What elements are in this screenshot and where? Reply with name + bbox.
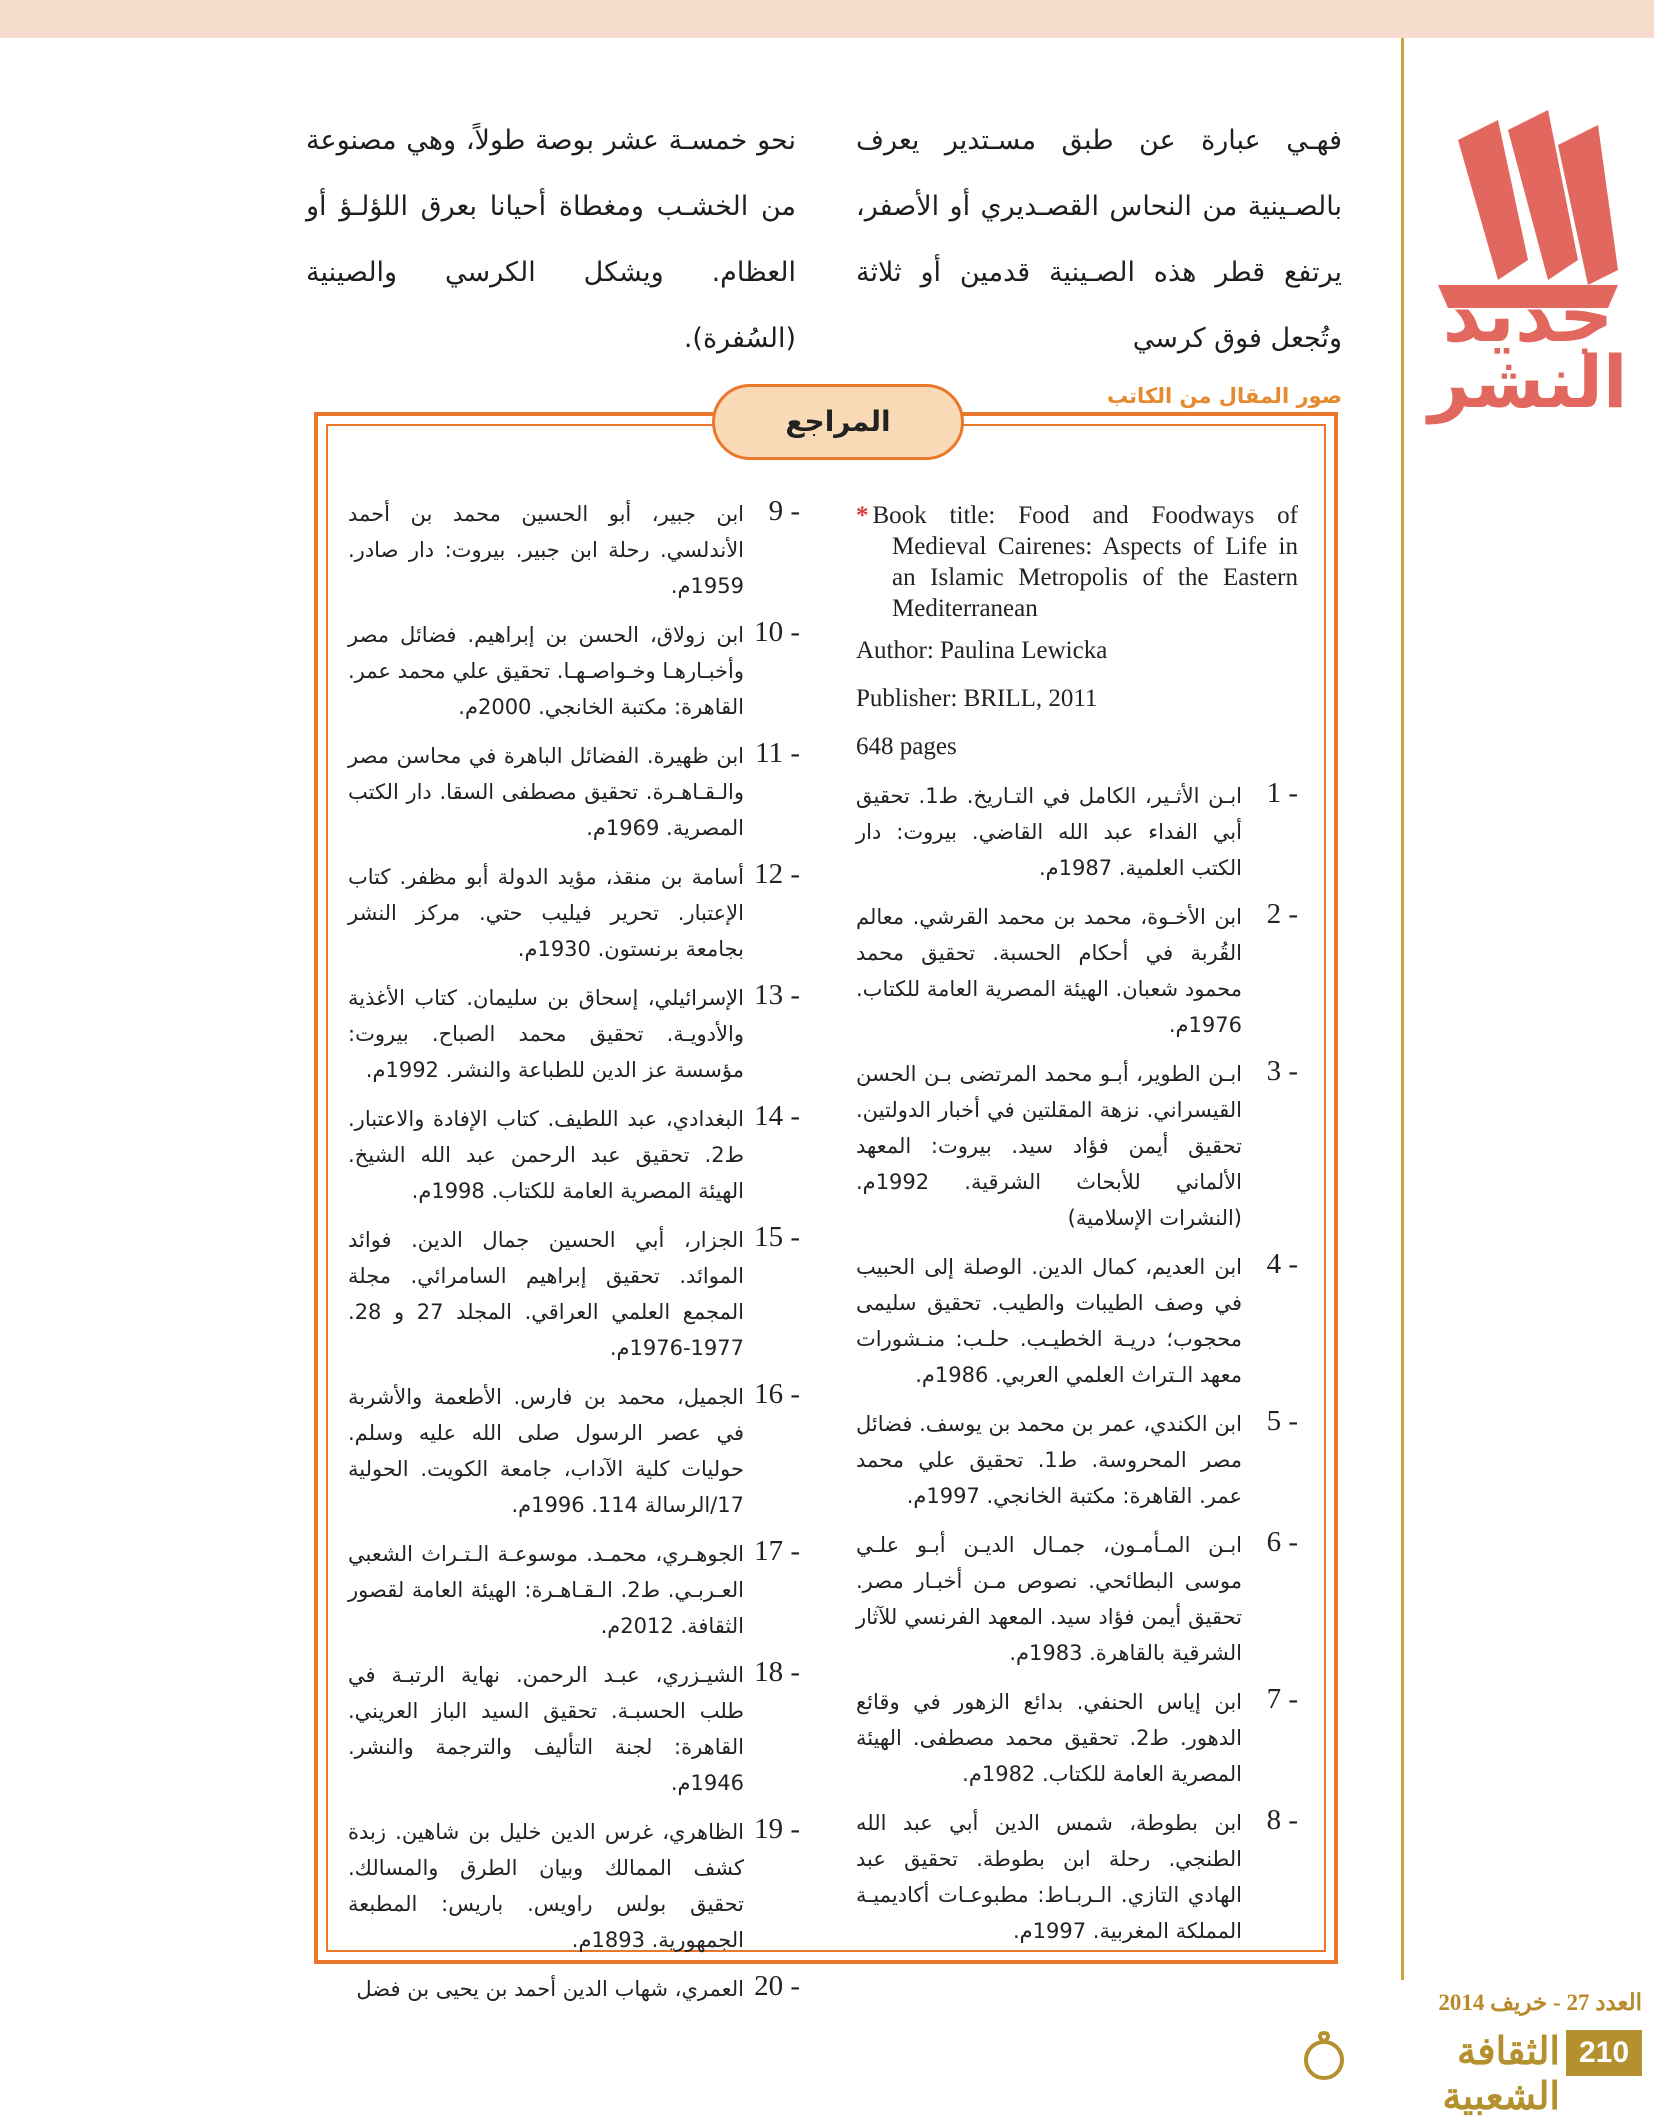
page-number: 210 (1566, 2030, 1642, 2076)
reference-number: 14 - (754, 1100, 800, 1132)
magazine-logo (1300, 2018, 1560, 2118)
reference-text: ابن زولاق، الحسن بن إبراهيم. فضائل مصر وأخبـارهـا وخـواصـهـا. تحقيق علي محمد عمر. القاهرة: مكتبة الخانجي. 2000م. (348, 623, 744, 719)
reference-text: الظاهري، غرس الدين خليل بن شاهين. زبدة كشف الممالك وبيان الطرق والمسالك. تحقيق بولس راويس. باريس: المطبعة الجمهورية. 1893م. (348, 1820, 744, 1952)
reference-item (856, 1056, 1298, 1236)
reference-number: 18 - (754, 1656, 800, 1688)
reference-text: ابن العديم، كمال الدين. الوصلة إلى الحبيب في وصف الطيبات والطيب. تحقيق سليمى محجوب؛ دريـة الخطيـب. حلـب: منـشورات معهد الـتراث العلمي العربي. 1986م. (856, 1255, 1242, 1387)
logo-line-new: جديد (1442, 270, 1614, 359)
reference-item (348, 1657, 800, 1801)
magazine-name: الثقافة الشعبية (1442, 2028, 1560, 2118)
reference-number: 1 - (1266, 777, 1298, 809)
reference-item (348, 859, 800, 967)
reference-number: 10 - (754, 616, 800, 648)
reference-text: ابن بطوطة، شمس الدين أبي عبد الله الطنجي. رحلة ابن بطوطة. تحقيق عبد الهادي التازي. الـربـاط: مطبوعـات أكاديميـة المملكة المغربية. 1997م. (856, 1811, 1242, 1943)
book-marker: * (856, 502, 869, 529)
reference-number: 9 - (768, 495, 800, 527)
reference-number: 16 - (754, 1378, 800, 1410)
reference-number: 12 - (754, 858, 800, 890)
reference-number: 15 - (754, 1221, 800, 1253)
reference-number: 17 - (754, 1535, 800, 1567)
reference-text: ابن إياس الحنفي. بدائع الزهور في وقائع الدهور. ط2. تحقيق محمد مصطفى. الهيئة المصرية العامة للكتاب. 1982م. (856, 1690, 1243, 1786)
intro-paragraph-right (856, 108, 1342, 372)
reference-text: ابن ظهيرة. الفضائل الباهرة في محاسن مصر والـقـاهـرة. تحقيق مصطفى السقا. دار الكتب المصرية. 1969م. (348, 744, 744, 840)
magazine-emblem-icon (1300, 2026, 1348, 2086)
reference-item (348, 980, 800, 1088)
references-column-left (348, 496, 800, 2020)
reference-number: 5 - (1266, 1405, 1298, 1437)
reference-text: العمري، شهاب الدين أحمد بن يحيى بن فضل (356, 1977, 744, 2001)
reference-text: ابن الأخـوة، محمد بن محمد القرشي. معالم القُربة في أحكام الحسبة. تحقيق محمد محمود شعبان. الهيئة المصرية العامة للكتاب. 1976م. (856, 905, 1242, 1037)
reference-number: 8 - (1266, 1804, 1298, 1836)
reference-item (348, 738, 800, 846)
book-title-text: Book title: Food and Foodways of Medieval Cairenes: Aspects of Life in an Islamic Metropolis of the Eastern Mediterranean (872, 502, 1298, 622)
reference-number: 4 - (1266, 1248, 1298, 1280)
top-color-band (0, 0, 1654, 38)
reference-text: الجوهـري، محمـد. موسوعـة الـتـراث الشعبي العـربـي. ط2. الـقـاهـرة: الهيئة العامة لقصور الثقافة. 2012م. (348, 1542, 744, 1638)
section-logo (1428, 110, 1628, 430)
intro-text-right: فهـي عبارة عن طبق مسـتدير يعرف بالصـينية من النحاس القصـديري أو الأصفر، يرتفع قطر هذه الصـينية قدمين أو ثلاثة وتُجعل فوق كرسي (856, 125, 1342, 354)
references-column-right (856, 500, 1298, 1962)
reference-number: 7 - (1266, 1683, 1298, 1715)
reference-text: ابـن الأثـير، الكامل في التـاريخ. ط1. تحقيق أبي الفداء عبد الله القاضي. بيروت: دار الكتب العلمية. 1987م. (856, 784, 1242, 880)
reference-number: 6 - (1266, 1526, 1298, 1558)
reference-number: 19 - (754, 1813, 800, 1845)
book-author: Author: Paulina Lewicka (856, 637, 1108, 664)
reference-text: أسامة بن منقذ، مؤيد الدولة أبو مظفر. كتاب الإعتبار. تحرير فيليب حتي. مركز النشر بجامعة برنستون. 1930م. (348, 865, 744, 961)
reference-item (856, 1249, 1298, 1393)
reference-number: 13 - (754, 979, 800, 1011)
reference-number: 3 - (1266, 1055, 1298, 1087)
reference-item (348, 1101, 800, 1209)
reference-text: ابن الكندي، عمر بن محمد بن يوسف. فضائل مصر المحروسة. ط1. تحقيق علي محمد عمر. القاهرة: مكتبة الخانجي. 1997م. (856, 1412, 1243, 1508)
reference-item (348, 1379, 800, 1523)
reference-text: ابـن الطوير، أبـو محمد المرتضى بـن الحسن القيسراني. نزهة المقلتين في أخبار الدولتين. تحقيق أيمن فؤاد سيد. بيروت: المعهد الألماني للأبحاث الشرقية. 1992م. (النشرات الإسلامية) (856, 1062, 1242, 1230)
reference-item (856, 778, 1298, 886)
reference-item (856, 899, 1298, 1043)
reference-text: البغدادي، عبد اللطيف. كتاب الإفادة والاعتبار. ط2. تحقيق عبد الرحمن عبد الله الشيخ. الهيئة المصرية العامة للكتاب. 1998م. (348, 1107, 744, 1203)
intro-paragraph-left (306, 108, 796, 372)
reference-number: 20 - (754, 1970, 800, 2002)
reference-item (348, 1222, 800, 1366)
book-pages: 648 pages (856, 733, 957, 760)
reference-item (856, 1527, 1298, 1671)
book-title (856, 500, 1298, 624)
reference-item (856, 1684, 1298, 1792)
reference-item (348, 617, 800, 725)
reference-item (856, 1406, 1298, 1514)
reference-text: ابـن المـأمـون، جمـال الديـن أبـو علـي موسى البطائحي. نصوص مـن أخبـار مصر. تحقيق أيمن فؤاد سيد. المعهد الفرنسي للآثار الشرقية بالقاهرة. 1983م. (856, 1533, 1242, 1665)
reference-text: الشيـزري، عبـد الرحمن. نهاية الرتبـة في طلب الحسبـة. تحقيق السيد الباز العريني. القاهرة: لجنة التأليف والترجمة والنشر. 1946م. (348, 1663, 744, 1795)
reference-item (348, 1814, 800, 1958)
reference-number: 2 - (1266, 898, 1298, 930)
logo-line-publishing: النشر (1428, 340, 1628, 424)
reference-text: الجزار، أبي الحسين جمال الدين. فوائد الموائد. تحقيق إبراهيم السامرائي. مجلة المجمع العلمي العراقي. المجلد 27 و 28. 1977-1976م. (348, 1228, 744, 1360)
reference-item (856, 1805, 1298, 1949)
issue-info: العدد 27 - خريف 2014 (1438, 1990, 1642, 2015)
reference-item (348, 496, 800, 604)
reference-item (348, 1971, 800, 2007)
references-title: المراجع (712, 384, 964, 460)
margin-rule (1401, 38, 1404, 1980)
reference-text: ابن جبير، أبو الحسين محمد بن أحمد الأندلسي. رحلة ابن جبير. بيروت: دار صادر. 1959م. (348, 502, 744, 598)
reference-item (348, 1536, 800, 1644)
photo-credit: صور المقال من الكاتب (1106, 384, 1342, 408)
reference-text: الإسرائيلي، إسحاق بن سليمان. كتاب الأغذية والأدويـة. تحقيق محمد الصباح. بيروت: مؤسسة عز الدين للطباعة والنشر. 1992م. (348, 986, 744, 1082)
reference-text: الجميل، محمد بن فارس. الأطعمة والأشربة في عصر الرسول صلى الله عليه وسلم. حوليات كلية الآداب، جامعة الكويت. الحولية 17/الرسالة 114. 1996م. (348, 1385, 744, 1517)
book-info (856, 500, 1298, 764)
book-publisher: Publisher: BRILL, 2011 (856, 685, 1098, 712)
intro-text-left: نحو خمسـة عشر بوصة طولاً، وهي مصنوعة من الخشـب ومغطاة أحيانا بعرق اللؤلـؤ أو العظام. ويشكل الكرسي والصينية (السُفرة). (306, 125, 796, 354)
reference-number: 11 - (755, 737, 800, 769)
